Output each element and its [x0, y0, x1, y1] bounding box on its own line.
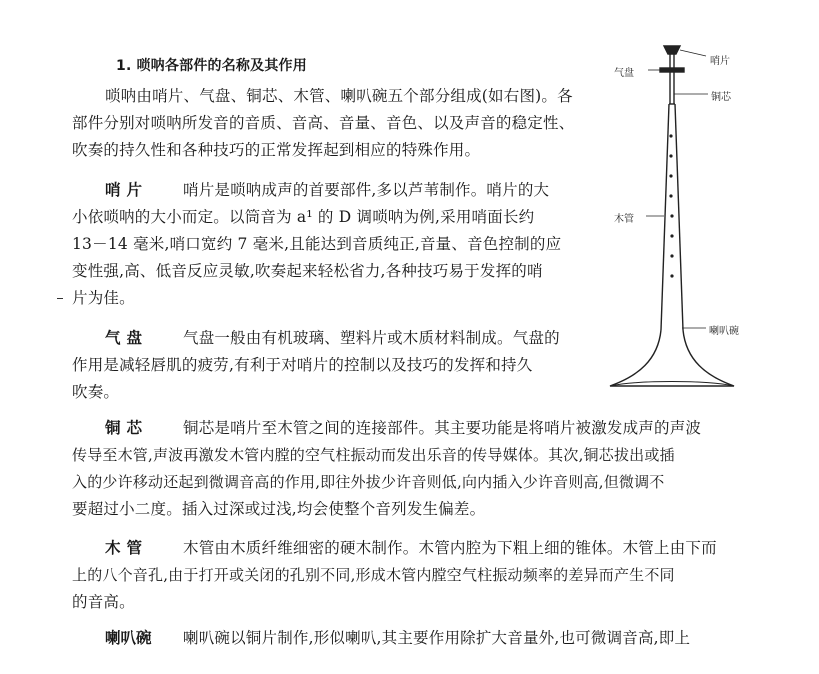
- shaopian-line-4: 变性强,高、低音反应灵敏,吹奏起来轻松省力,各种技巧易于发挥的哨: [72, 262, 543, 280]
- labawan-line-1: [105, 628, 690, 648]
- shaopian-line-1: [105, 180, 549, 200]
- tongxin-line-1: [105, 418, 701, 438]
- tongxin-line-2: 传导至木管,声波再激发木管内膛的空气柱振动而发出乐音的传导媒体。其次,铜芯拔出或插: [72, 446, 675, 464]
- shaopian-term: 哨片: [105, 181, 149, 199]
- muguan-text-1: 木管由木质纤维细密的硬木制作。木管内腔为下粗上细的锥体。木管上由下而: [183, 539, 717, 557]
- section-heading: 1. 唢呐各部件的名称及其作用: [116, 58, 307, 74]
- shaopian-line-2: 小依唢呐的大小而定。以筒音为 a¹ 的 D 调唢呐为例,采用哨面长约: [72, 208, 535, 226]
- muguan-line-3: 的音高。: [72, 593, 135, 611]
- qipan-line-3: 吹奏。: [72, 383, 120, 401]
- tongxin-term: 铜芯: [105, 419, 149, 437]
- label-shaopian: 哨片: [710, 56, 730, 67]
- qipan-text-1: 气盘一般由有机玻璃、塑料片或木质材料制成。气盘的: [183, 329, 560, 347]
- suona-figure: [598, 40, 768, 400]
- tongxin-line-4: 要超过小二度。插入过深或过浅,均会使整个音列发生偏差。: [72, 500, 486, 518]
- intro-line-3: 吹奏的持久性和各种技巧的正常发挥起到相应的特殊作用。: [72, 141, 481, 159]
- labawan-term: 喇叭碗: [105, 629, 152, 647]
- label-labawan: 喇叭碗: [709, 326, 739, 337]
- shaopian-line-5: 片为佳。: [72, 289, 135, 307]
- margin-mark: [57, 298, 63, 299]
- muguan-line-1: [105, 538, 717, 558]
- shaopian-text-1: 哨片是唢呐成声的首要部件,多以芦苇制作。哨片的大: [183, 181, 550, 199]
- qipan-line-1: [105, 328, 560, 348]
- labawan-text-1: 喇叭碗以铜片制作,形似喇叭,其主要作用除扩大音量外,也可微调音高,即上: [183, 629, 691, 647]
- tongxin-text-1: 铜芯是哨片至木管之间的连接部件。其主要功能是将哨片被激发成声的声波: [183, 419, 702, 437]
- qipan-line-2: 作用是减轻唇肌的疲劳,有利于对哨片的控制以及技巧的发挥和持久: [72, 356, 533, 374]
- label-muguan: 木管: [614, 214, 634, 225]
- label-qipan: 气盘: [614, 68, 634, 79]
- shaopian-line-3: 13－14 毫米,哨口宽约 7 毫米,且能达到音质纯正,音量、音色控制的应: [72, 235, 562, 253]
- intro-line-1: 唢呐由哨片、气盘、铜芯、木管、喇叭碗五个部分组成(如右图)。各: [105, 87, 573, 105]
- muguan-line-2: 上的八个音孔,由于打开或关闭的孔别不同,形成木管内膛空气柱振动频率的差异而产生不同: [72, 566, 675, 584]
- qipan-term: 气盘: [105, 329, 149, 347]
- label-tongxin: 铜芯: [711, 92, 731, 103]
- intro-line-2: 部件分别对唢呐所发音的音质、音高、音量、音色、以及声音的稳定性、: [72, 114, 575, 132]
- tongxin-line-3: 入的少许移动还起到微调音高的作用,即往外拔少许音则低,向内插入少许音则高,但微调不: [72, 473, 665, 491]
- muguan-term: 木管: [105, 539, 149, 557]
